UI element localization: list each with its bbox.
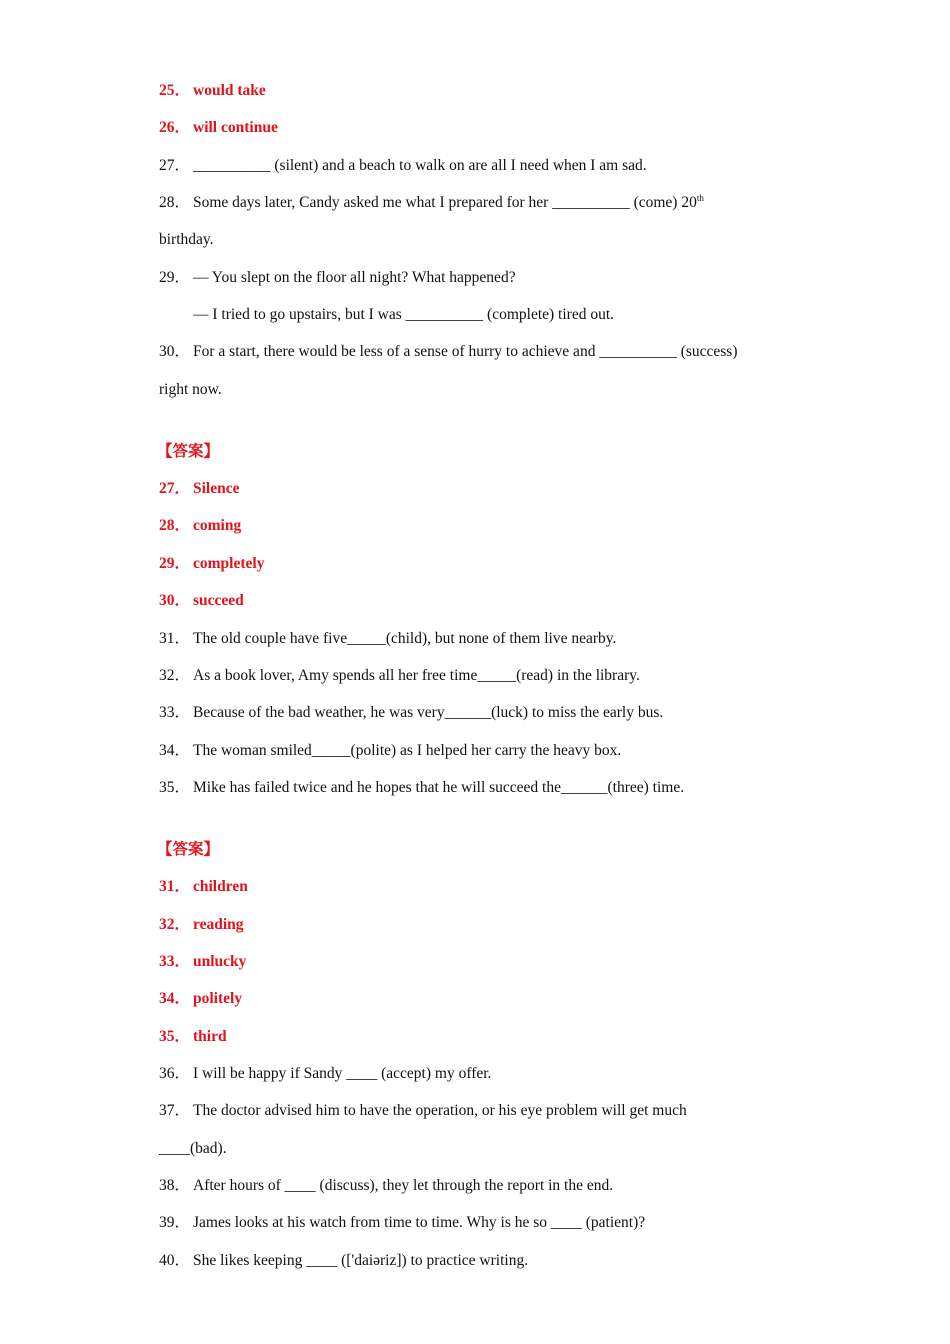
answer-29 [159, 554, 264, 574]
answer-32 [159, 915, 244, 935]
answer-number: 30． [159, 592, 191, 609]
answer-30 [159, 591, 244, 611]
question-number: 38． [159, 1177, 191, 1194]
answer-text: will continue [193, 119, 278, 136]
answer-number: 35． [159, 1028, 191, 1045]
question-number: 32． [159, 667, 191, 684]
question-30-continuation: right now. [159, 381, 222, 398]
question-number: 33． [159, 704, 191, 721]
question-38 [159, 1176, 613, 1196]
question-40 [159, 1251, 528, 1271]
answer-text: completely [193, 555, 265, 572]
question-29-reply: — I tried to go upstairs, but I was __________ (complete) tired out. [193, 306, 615, 323]
question-30 [159, 342, 738, 362]
question-28-continuation: birthday. [159, 231, 214, 248]
question-33 [159, 703, 663, 723]
question-text: Because of the bad weather, he was very______(luck) to miss the early bus. [193, 704, 664, 721]
question-text: The woman smiled_____(polite) as I helped her carry the heavy box. [193, 742, 622, 759]
question-number: 28． [159, 194, 191, 211]
question-number: 35． [159, 779, 191, 796]
answer-number: 33． [159, 953, 191, 970]
answer-text: reading [193, 916, 244, 933]
question-text: Some days later, Candy asked me what I prepared for her __________ (come) 20 [193, 194, 697, 211]
superscript: th [696, 193, 704, 203]
question-number: 37． [159, 1102, 191, 1119]
question-text: I will be happy if Sandy ____ (accept) my offer. [193, 1065, 492, 1082]
answer-header: 【答案】 [157, 443, 220, 460]
question-35 [159, 778, 684, 798]
answer-number: 26． [159, 119, 191, 136]
answer-number: 34． [159, 990, 191, 1007]
answer-text: politely [193, 990, 243, 1007]
answer-text: succeed [193, 592, 244, 609]
question-28 [159, 193, 704, 213]
question-text: Mike has failed twice and he hopes that he will succeed the______(three) time. [193, 779, 685, 796]
answer-number: 32． [159, 916, 191, 933]
answer-number: 29． [159, 555, 191, 572]
question-text: She likes keeping ____ (['daiəriz]) to practice writing. [193, 1252, 529, 1269]
question-number: 36． [159, 1065, 191, 1082]
answer-text: would take [193, 82, 266, 99]
question-number: 39． [159, 1214, 191, 1231]
answer-text: unlucky [193, 953, 247, 970]
answer-text: children [193, 878, 248, 895]
question-31 [159, 629, 616, 649]
answer-text: third [193, 1028, 227, 1045]
question-34 [159, 741, 621, 761]
question-number: 30． [159, 343, 191, 360]
question-text: After hours of ____ (discuss), they let through the report in the end. [193, 1177, 614, 1194]
question-text: James looks at his watch from time to time. Why is he so ____ (patient)? [193, 1214, 646, 1231]
answer-number: 25． [159, 82, 191, 99]
question-27 [159, 156, 647, 176]
question-number: 34． [159, 742, 191, 759]
answer-25 [159, 81, 266, 101]
answer-number: 28． [159, 517, 191, 534]
answer-35 [159, 1027, 227, 1047]
answer-number: 31． [159, 878, 191, 895]
question-37 [159, 1101, 687, 1121]
question-number: 29． [159, 269, 191, 286]
answer-34 [159, 989, 242, 1009]
question-text: — You slept on the floor all night? What happened? [193, 269, 516, 286]
question-number: 27． [159, 157, 191, 174]
answer-header: 【答案】 [157, 841, 220, 858]
question-text: The doctor advised him to have the operation, or his eye problem will get much [193, 1102, 687, 1119]
question-text: The old couple have five_____(child), but none of them live nearby. [193, 630, 617, 647]
answer-27 [159, 479, 240, 499]
question-37-continuation: ____(bad). [159, 1140, 227, 1157]
answer-31 [159, 877, 248, 897]
answer-28 [159, 516, 241, 536]
question-text: __________ (silent) and a beach to walk on are all I need when I am sad. [193, 157, 647, 174]
question-39 [159, 1213, 645, 1233]
question-number: 40． [159, 1252, 191, 1269]
answer-text: Silence [193, 480, 240, 497]
question-text: For a start, there would be less of a sense of hurry to achieve and __________ (success) [193, 343, 738, 360]
answer-text: coming [193, 517, 242, 534]
answer-33 [159, 952, 246, 972]
answer-number: 27． [159, 480, 191, 497]
question-32 [159, 666, 640, 686]
question-text: As a book lover, Amy spends all her free time_____(read) in the library. [193, 667, 640, 684]
question-number: 31． [159, 630, 191, 647]
question-29 [159, 268, 516, 288]
answer-26 [159, 118, 278, 138]
question-36 [159, 1064, 491, 1084]
